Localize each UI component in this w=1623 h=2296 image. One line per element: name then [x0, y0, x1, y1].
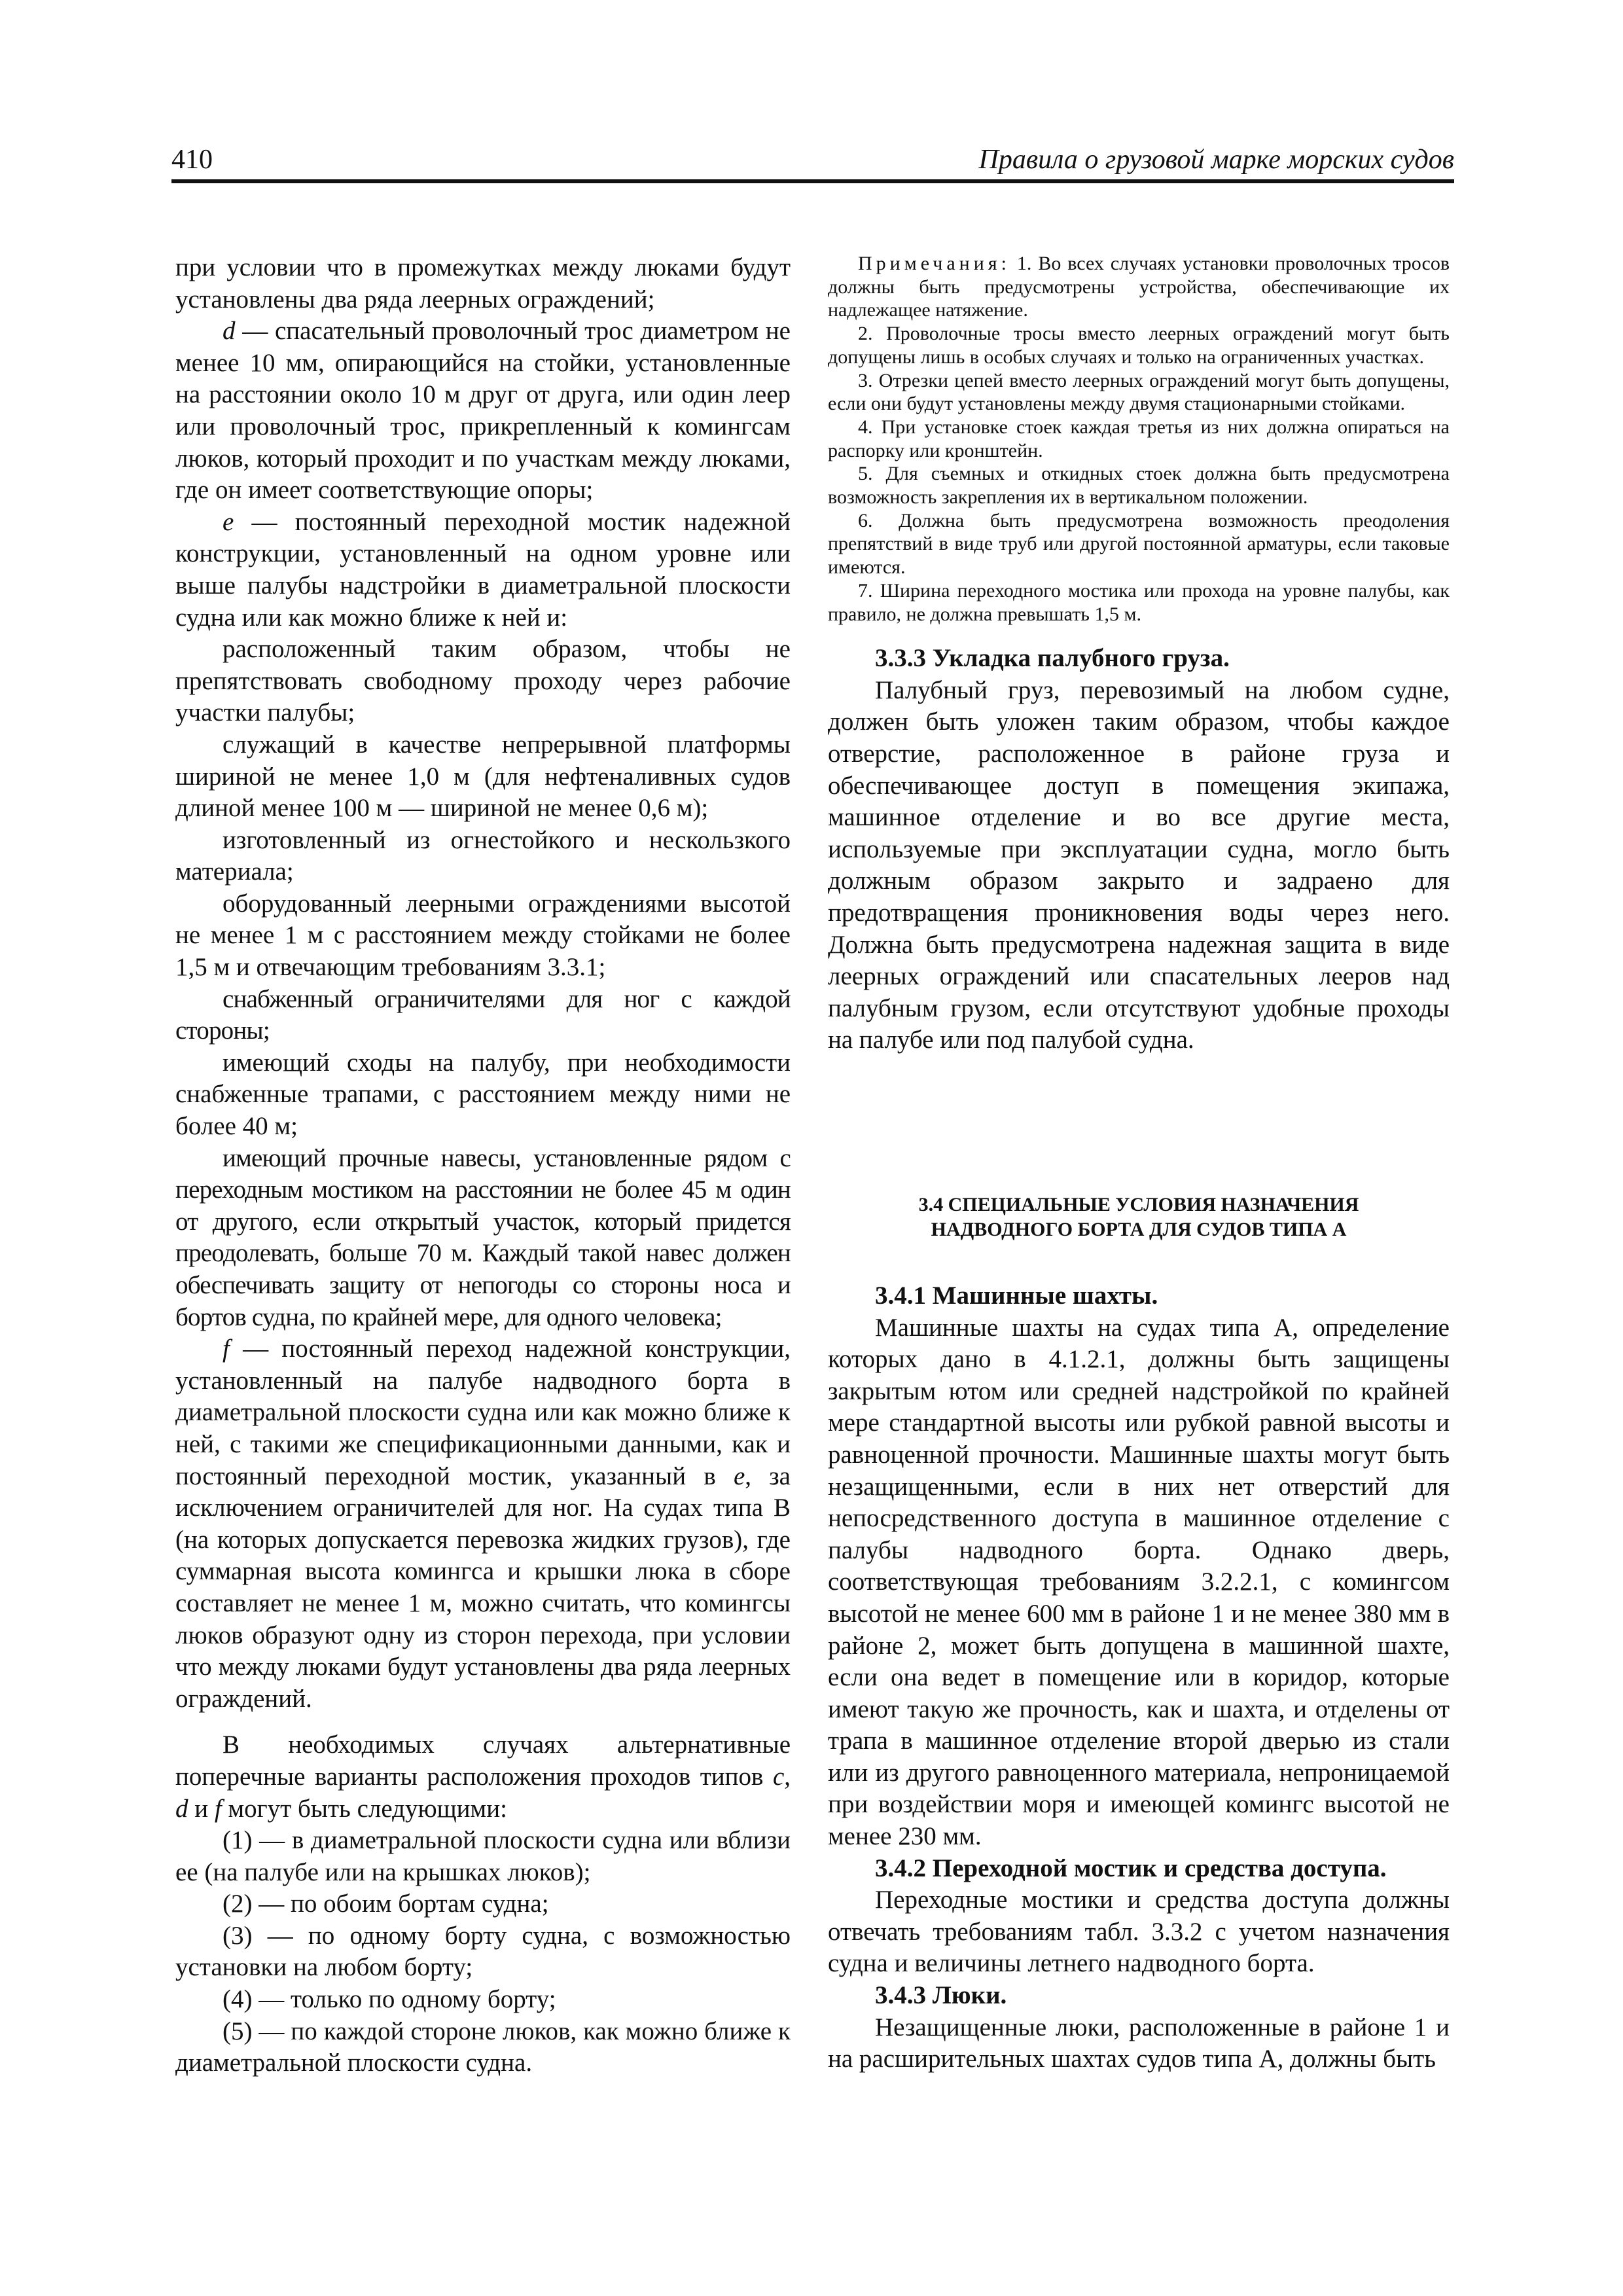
paragraph: оборудованный леерными ограждениями высотой не менее 1 м с расстоянием между стойками не более 1,5 м и отвечающим требованиям 3.3.1; — [175, 889, 791, 982]
section-title-line: НАДВОДНОГО БОРТА ДЛЯ СУДОВ ТИПА А — [931, 1218, 1347, 1240]
item-letter: e — [223, 507, 234, 536]
running-title: Правила о грузовой марке морских судов — [978, 145, 1454, 175]
paragraph — [175, 1729, 791, 1825]
item-letter: d — [175, 1794, 188, 1823]
paragraph-text: В необходимых случаях альтернативные поперечные варианты расположения проходов типов — [175, 1731, 791, 1791]
note-item: 4. При установке стоек каждая третья из них должна опираться на распорку или кронштейн. — [828, 416, 1450, 461]
paragraph-d — [175, 315, 791, 507]
list-item: (3) — по одному борту судна, с возможностью установки на любом борту; — [175, 1921, 791, 1982]
list-item: (4) — только по одному борту; — [223, 1985, 556, 2014]
item-letter: f — [214, 1794, 222, 1823]
paragraph: Переходные мостики и средства доступа должны отвечать требованиям табл. 3.3.2 с учетом назначения судна и величины летнего надводного борта. — [828, 1886, 1450, 1978]
item-letter: c — [772, 1762, 785, 1791]
paragraph: имеющий прочные навесы, установленные рядом с переходным мостиком на расстоянии не более 45 м один от другого, если открытый участок, который придется преодолевать, больше 70 м. Каждый такой навес должен обеспечивать защиту от непогоды со стороны носа и бортов судна, по крайней мере, для одного человека; — [175, 1143, 791, 1331]
paragraph-f — [175, 1333, 791, 1715]
heading-text: 3.4.1 Машинные шахты. — [875, 1281, 1158, 1310]
list-item: (5) — по каждой стороне люков, как можно ближе к диаметральной плоскости судна. — [175, 2017, 791, 2077]
conjunction: и — [188, 1794, 215, 1823]
list-item: (2) — по обоим бортам судна; — [223, 1890, 549, 1918]
page-header — [171, 139, 1454, 183]
paragraph: расположенный таким образом, чтобы не препятствовать свободному проходу через рабочие участки палубы; — [175, 635, 791, 727]
paragraph: Палубный груз, перевозимый на любом судне, должен быть уложен таким образом, чтобы каждое отверстие, расположенное в районе груза и обеспечивающее доступ в помещения экипажа, машинное отделение и во все другие места, используемые при эксплуатации судна, могло быть должным образом закрыто и задраено для предотвращения проникновения воды через него. Должна быть предусмотрена надежная защита в виде леерных ограждений или спасательных лееров над палубным грузом, если отсутствуют удобные проходы на палубе или под палубой судна. — [828, 675, 1450, 1054]
note-item: 5. Для съемных и откидных стоек должна быть предусмотрена возможность закрепления их в вертикальном положении. — [828, 463, 1450, 509]
paragraph: Машинные шахты на судах типа A, определение которых дано в 4.1.2.1, должны быть защищены закрытым ютом или средней надстройкой по крайней мере стандартной высоты или рубкой равной высоты и равноценной прочности. Машинные шахты могут быть незащищенными, если в них нет отверстий для непосредственного доступа в машинное отделение с палубы надводного борта. Однако дверь, соответствующая требованиям 3.2.2.1, с комингсом высотой не менее 600 мм в районе 1 и не менее 380 мм в районе 2, может быть допущена в машинной шахте, если она ведет в помещение или в коридор, которые имеют такую же прочность, как и шахта, и отделены от трапа в машинное отделение второй дверью из стали или из другого равноценного материала, непроницаемой при воздействии моря и имеющей комингс высотой не менее 230 мм. — [828, 1313, 1450, 1851]
note-item: 7. Ширина переходного мостика или прохода на уровне палубы, как правило, не должна превышать 1,5 м. — [828, 579, 1450, 625]
subsection-heading — [828, 643, 1450, 675]
item-letter: f — [223, 1335, 230, 1363]
item-reference: e — [733, 1462, 745, 1490]
section-title-line: 3.4 СПЕЦИАЛЬНЫЕ УСЛОВИЯ НАЗНАЧЕНИЯ — [918, 1193, 1359, 1215]
item-letter: d — [223, 317, 236, 346]
section-title — [828, 1193, 1450, 1242]
paragraph: имеющий сходы на палубу, при необходимости снабженные трапами, с расстоянием между ними не более 40 м; — [175, 1048, 791, 1141]
subsection-heading — [828, 1280, 1450, 1312]
notes-label: Примечания: — [858, 253, 1010, 274]
paragraph-text: — постоянный переходной мостик надежной конструкции, установленный на одном уровне или выше палубы надстройки в диаметральной плоскости судна или как можно ближе к ней и: — [175, 507, 791, 632]
paragraph: снабженный ограничителями для ног с каждой стороны; — [175, 984, 791, 1045]
note-item: 2. Проволочные тросы вместо леерных ограждений могут быть допущены лишь в особых случаях и только на ограниченных участках. — [828, 323, 1450, 368]
list-item: (1) — в диаметральной плоскости судна или вблизи ее (на палубе или на крышках люков); — [175, 1826, 791, 1886]
paragraph-text: могут быть следующими: — [221, 1794, 507, 1823]
right-column — [828, 252, 1450, 2075]
paragraph: при условии что в промежутках между люками будут установлены два ряда леерных ограждений; — [175, 253, 791, 314]
paragraph: служащий в качестве непрерывной платформы шириной не менее 1,0 м (для нефтеналивных судов длиной менее 100 м — шириной не менее 0,6 м); — [175, 730, 791, 823]
subsection-heading — [828, 1853, 1450, 1885]
heading-text: 3.4.3 Люки. — [875, 1981, 1007, 2010]
paragraph-text: , за исключением ограничителей для ног. На судах типа B (на которых допускается перевозка жидких грузов), где суммарная высота комингса и крышки люка в сборе составляет не менее 1 м, можно считать, что комингсы люков образуют одну из сторон перехода, при условии что между люками будут установлены два ряда леерных ограждений. — [175, 1462, 791, 1713]
paragraph-text: — спасательный проволочный трос диаметром не менее 10 мм, опирающийся на стойки, установленные на расстоянии около 10 м друг от друга, или один леер или проволочный трос, прикрепленный к комингсам люков, который проходит и по участкам между люками, где он имеет соответствующие опоры; — [175, 317, 791, 505]
subsection-heading — [828, 1980, 1450, 2012]
heading-text: 3.3.3 Укладка палубного груза. — [875, 644, 1230, 673]
paragraph-e — [175, 507, 791, 634]
note-item: 6. Должна быть предусмотрена возможность преодоления препятствий в виде труб или другой постоянной арматуры, если таковые имеются. — [828, 509, 1450, 579]
comma: , — [784, 1762, 791, 1791]
paragraph-text: — постоянный переход надежной конструкции, установленный на палубе надводного борта в диаметральной плоскости судна или как можно ближе к ней, с такими же спецификационными данными, как и постоянный переходной мостик, указанный в — [175, 1335, 791, 1490]
left-column — [175, 252, 791, 2079]
note-item: 3. Отрезки цепей вместо леерных ограждений могут быть допущены, если они будут установлены между двумя стационарными стойками. — [828, 369, 1450, 415]
heading-text: 3.4.2 Переходной мостик и средства доступа. — [875, 1854, 1387, 1882]
note-item — [828, 252, 1450, 322]
paragraph: Незащищенные люки, расположенные в районе 1 и на расширительных шахтах судов типа A, должны быть — [828, 2013, 1450, 2073]
note-text: 1. Во всех случаях установки проволочных тросов должны быть предусмотрены устройства, обеспечивающие их надлежащее натяжение. — [828, 253, 1450, 321]
notes-block — [828, 252, 1450, 626]
paragraph: изготовленный из огнестойкого и нескользкого материала; — [175, 825, 791, 886]
page-number: 410 — [171, 145, 213, 175]
